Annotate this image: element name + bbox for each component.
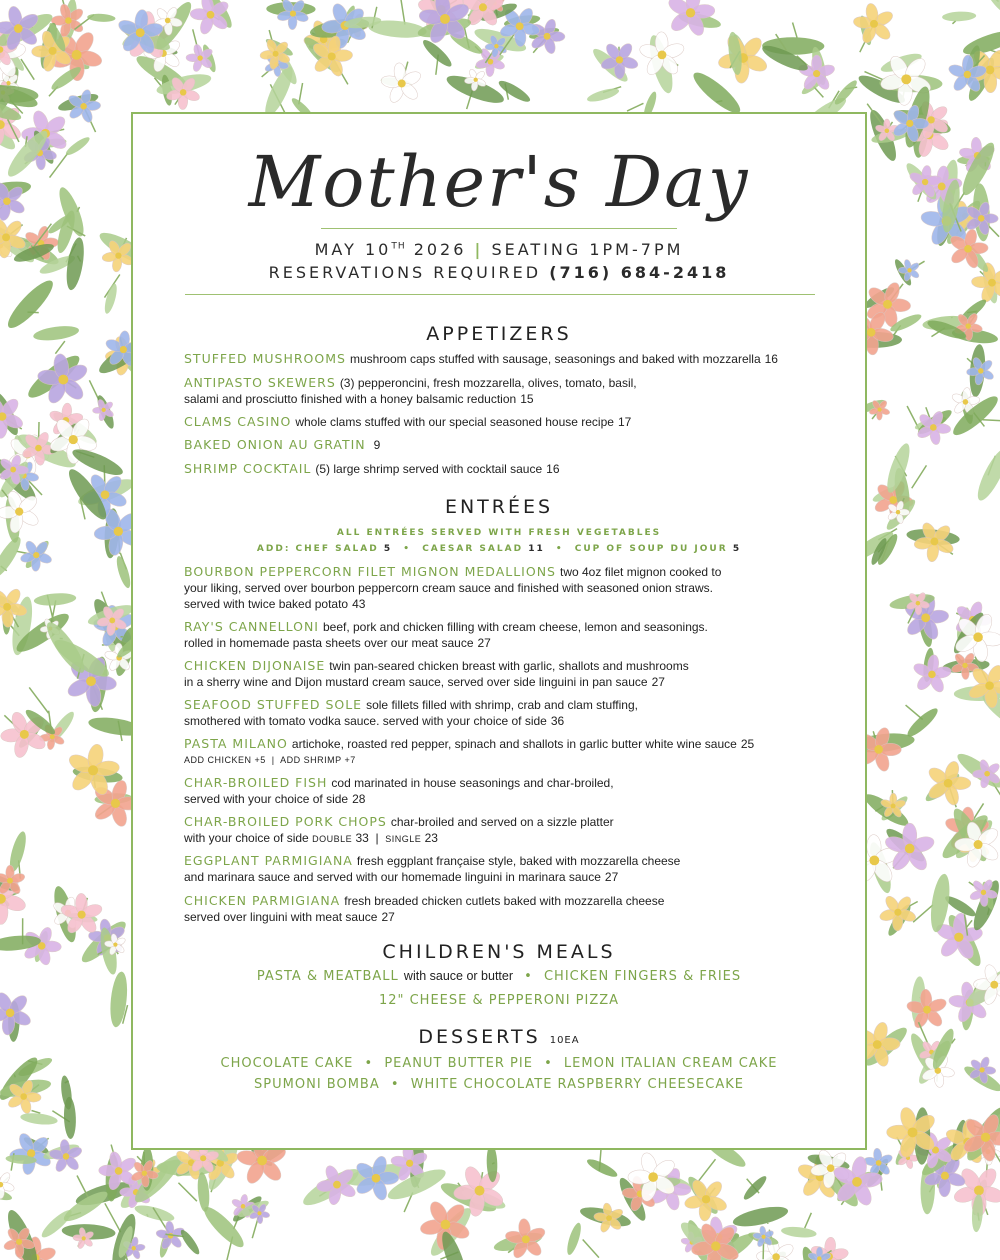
item-price: 27 [381,910,395,924]
dessert-item: LEMON ITALIAN CREAM CAKE [563,1056,778,1071]
item-description: char-broiled and served on a sizzle platter [390,815,614,829]
flower-center [72,50,82,60]
item-price: 28 [352,792,366,806]
item-description: fresh eggplant française style, baked with mozzarella cheese [356,854,681,868]
add-on-option: ADD SHRIMP +7 [280,755,356,765]
leaf [2,275,58,333]
flower-center [3,197,10,204]
flower-center [241,1204,246,1209]
separator-bar: | [474,240,484,259]
leaf [87,13,116,23]
kids-item-description: with sauce or butter [403,969,514,983]
menu-item [184,414,824,430]
stem [912,465,927,488]
section-title-desserts [133,1026,865,1048]
item-description-line3: served with twice baked potato [184,597,349,611]
portion-price: 33 [355,831,369,845]
flower-center [120,346,127,353]
flower-center [870,20,878,28]
flower-center [82,1236,86,1240]
portion-label: DOUBLE [312,834,353,844]
leaf [33,592,76,607]
flower-center [372,1174,381,1183]
item-description: sole fillets filled with shrimp, crab and clam stuffing, [366,698,638,712]
item-name: PASTA MILANO [184,736,288,751]
flower-center [905,844,915,854]
flower-center [15,507,23,515]
item-name: ANTIPASTO SKEWERS [184,375,336,390]
section-title-appetizers: APPETIZERS [426,323,572,345]
item-price: 9 [373,438,381,452]
menu-item: PASTA MILANO artichoke, roasted red pepper, spinach and shallots in garlic butter white wine sauce 25 ADD CHICKEN +5 | ADD SHRIMP +7 [184,736,755,765]
phone-number[interactable]: (716) 684-2418 [549,263,730,282]
leaf [972,445,1000,504]
flower-center [257,1211,261,1215]
add-on-option: ADD CHICKEN +5 [184,755,266,765]
flower-center [978,215,984,221]
flower-center [10,467,16,473]
flower-center [35,445,42,452]
section-title-entrees: ENTRÉES [444,496,554,518]
leaf [64,135,92,158]
item-description-line2: served over linguini with meat sauce [184,910,378,924]
children-row-1 [133,969,865,984]
menu-item: CHAR-BROILED PORK CHOPS char-broiled and served on a sizzle platter with your choice of side DOUBLE 33 | SINGLE 23 [184,814,614,845]
entrees-add-ons [133,544,865,554]
flower-center [80,103,87,110]
flower-center [885,129,890,134]
item-description: artichoke, roasted red pepper, spinach and shallots in garlic butter white wine sauce [291,737,737,751]
flower-center [197,55,202,60]
bullet-separator: • [544,1056,553,1071]
dessert-item: CHOCOLATE CAKE [220,1056,354,1071]
flower-center [33,552,39,558]
flower-center [2,233,10,241]
leaf [832,78,860,107]
stem [178,1183,196,1201]
stem [698,1159,716,1182]
reservation-line [133,263,865,282]
header-divider [185,294,815,295]
flower-center [883,300,892,309]
item-price: 16 [764,352,778,366]
item-description: two 4oz filet mignon cooked to [560,565,722,579]
flower-center [6,1009,15,1018]
item-description-line2: in a sherry wine and Dijon mustard cream sauce, served over side linguini in pan sauce [184,675,648,689]
flower-center [648,1172,658,1182]
leaf [564,1221,583,1256]
flower-center [136,28,145,37]
item-price: 25 [740,737,755,751]
flower-center [142,1170,147,1175]
flower-center [257,1156,267,1166]
stem [31,1111,40,1114]
portion-price: 23 [424,831,438,845]
item-description: mushroom caps stuffed with sausage, seasonings and baked with mozzarella [349,352,761,366]
flower-center [873,1040,882,1049]
flower-center [50,734,55,739]
flower-center [923,1006,931,1014]
item-name: CHICKEN DIJONAISE [184,658,326,673]
flower-center [686,8,695,17]
bullet-separator: • [524,969,533,984]
flower-center [63,1153,69,1159]
flower-center [494,44,498,48]
flower-center [406,1160,413,1167]
desserts-price-note: 10EA [549,1035,580,1046]
flower-center [813,70,820,77]
flower-center [944,779,953,788]
item-description-line2: served with your choice of side [184,792,349,806]
menu-item [184,853,824,885]
add-on-label: CUP OF SOUP DU JOUR [574,544,728,554]
bullet-separator: • [364,1056,374,1071]
kids-item: 12" CHEESE & PEPPERONI PIZZA [378,993,620,1008]
event-year: 2026 [413,240,467,259]
title-divider [321,228,677,229]
leaf [102,282,119,314]
flower-center [333,1181,341,1189]
stem [793,23,797,38]
leaf [585,1156,619,1180]
menu-card [131,112,867,1150]
flower-center [58,375,68,385]
flower-center [981,890,986,895]
flower-center [988,279,996,287]
item-description-line2: with your choice of side [184,831,309,845]
flower-center [984,771,990,777]
menu-item [184,564,824,612]
item-price: 17 [617,415,632,429]
flower-center [907,268,911,272]
flower-center [962,663,967,668]
flower-center [516,22,524,30]
flower-center [115,1167,123,1175]
flower-center [874,745,883,754]
flower-center [869,855,879,865]
desserts-row-2 [133,1077,865,1092]
flower-center [954,933,963,942]
flower-center [475,1186,485,1196]
menu-item [184,351,824,367]
flower-center [273,51,279,57]
item-description-line2: smothered with tomato vodka sauce. served with your choice of side [184,714,547,728]
kids-item: PASTA & MEATBALL [256,969,399,984]
menu-item [184,375,824,407]
flower-center [827,1164,835,1172]
stem [401,0,405,25]
flower-center [658,50,667,59]
menu-item [184,893,824,925]
flower-center [964,71,971,78]
flower-center [965,323,971,329]
item-description-line2: rolled in homemade pasta sheets over our meat sauce [184,636,474,650]
flower-center [702,1195,710,1203]
flower-center [132,1246,136,1250]
item-description: cod marinated in house seasonings and char-broiled, [331,776,614,790]
flower-center [711,1241,720,1250]
item-name: SHRIMP COCKTAIL [184,461,312,476]
leaf [108,971,129,1028]
desserts-row-1 [133,1056,865,1071]
flower-center [544,33,551,40]
flower-center [974,840,983,849]
item-price: 27 [651,675,665,689]
flower-center [20,730,29,739]
flower-center [974,1185,984,1195]
flower-center [908,1127,918,1137]
flower-center [109,618,115,624]
flower-center [878,408,882,412]
stem [583,1240,599,1258]
stem [805,1213,812,1228]
dessert-item: PEANUT BUTTER PIE [384,1056,533,1071]
flower-center [901,74,911,84]
item-price: 16 [546,462,560,476]
flower-center [928,671,935,678]
flower-center [65,17,72,24]
leaf [41,618,89,677]
add-on-price: 5 [383,544,393,554]
flower-center [290,11,296,17]
flower-center [78,911,86,919]
bullet-separator: • [403,544,412,554]
flower-center [479,3,487,11]
reservations-label: RESERVATIONS REQUIRED [268,263,542,282]
flower-center [180,89,187,96]
flower-center [200,1155,206,1161]
leaf [985,0,1000,18]
section-title-children: CHILDREN'S MEALS [382,941,616,963]
leaf [20,1111,58,1126]
item-name: BOURBON PEPPERCORN FILET MIGNON MEDALLIONS [184,564,556,579]
dessert-item: SPUMONI BOMBA [254,1077,380,1092]
item-description: beef, pork and chicken filling with cream cheese, lemon and seasonings. [322,620,708,634]
item-description-line2: your liking, served over bourbon peppercorn cream sauce and finished with seasoned onion straws. [184,581,713,595]
stem [913,905,933,922]
flower-center [981,1133,990,1142]
flower-center [922,179,928,185]
flower-center [49,47,57,55]
menu-item [184,697,824,729]
flower-center [606,1215,612,1221]
flower-center [111,799,120,808]
item-name: BAKED ONION AU GRATIN [184,437,366,452]
flower-center [207,11,215,19]
flower-center [14,24,23,33]
leaf [741,1174,769,1203]
flower-center [978,368,983,373]
flower-center [398,80,406,88]
menu-item [184,461,824,477]
flower-center [88,765,98,775]
flower-center [894,909,901,916]
menu-item [184,775,824,807]
flower-center [7,878,13,884]
event-date-seating [133,240,865,259]
flower-center [941,1172,949,1180]
item-description: twin pan-seared chicken breast with garlic, shallots and mushrooms [329,659,689,673]
item-price: 27 [477,636,491,650]
flower-center [165,18,171,24]
bullet-separator: • [390,1077,400,1092]
leaf [781,1225,818,1239]
flower-center [3,603,11,611]
stem [627,103,643,111]
item-name: STUFFED MUSHROOMS [184,351,346,366]
flower-center [522,1235,530,1243]
bullet-separator: • [555,544,564,554]
flower-center [889,496,897,504]
page-title: Mother's Day [248,141,750,223]
item-description-line2: salami and prosciutto finished with a honey balsamic reduction [184,392,517,406]
flower-center [891,804,896,809]
flower-center [896,510,900,514]
flower-center [990,981,998,989]
event-date: MAY 10 [314,240,392,259]
flower-center [102,408,106,412]
flower-center [440,14,450,24]
item-price: 15 [520,392,534,406]
add-on-price: 11 [528,544,545,554]
children-row-2 [133,993,865,1008]
leaf [178,1228,202,1257]
add-on-label: CAESAR SALAD [422,544,524,554]
flower-center [762,1235,766,1239]
leaf [586,86,621,104]
flower-center [69,435,78,444]
stem [55,341,64,354]
item-name: SEAFOOD STUFFED SOLE [184,697,363,712]
flower-center [474,78,478,82]
flower-center [931,538,939,546]
flower-center [441,1220,451,1230]
flower-center [101,490,110,499]
kids-item: CHICKEN FINGERS & FRIES [543,969,742,984]
item-name: CHICKEN PARMIGIANA [184,893,341,908]
flower-center [973,632,983,642]
flower-center [86,676,96,686]
item-name: EGGPLANT PARMIGIANA [184,853,353,868]
item-price: 36 [550,714,565,728]
item-description: (5) large shrimp served with cocktail sauce [315,462,543,476]
item-name: CHAR-BROILED PORK CHOPS [184,814,387,829]
flower-center [986,65,995,74]
flower-center [328,52,336,60]
item-name: CHAR-BROILED FISH [184,775,328,790]
portion-label: SINGLE [385,834,422,844]
leaf [731,1203,789,1230]
item-price: 27 [604,870,619,884]
item-description: whole clams stuffed with our special seasoned house recipe [295,415,614,429]
item-price: 43 [352,597,366,611]
item-name: RAY'S CANNELLONI [184,619,319,634]
menu-item [184,619,824,651]
flower-center [921,613,930,622]
flower-center [852,1177,862,1187]
flower-center [916,601,921,606]
flower-center [114,527,123,536]
desserts-title-text: DESSERTS [418,1026,541,1048]
menu-item [184,658,824,690]
item-name: CLAMS CASINO [184,414,292,429]
flower-center [876,1160,882,1166]
entrees-note: ALL ENTRÉES SERVED WITH FRESH VEGETABLES [336,528,662,538]
leaf [942,11,977,22]
flower-center [930,424,937,431]
flower-center [16,1239,22,1245]
flower-center [616,56,623,63]
menu-item [184,437,824,453]
date-suffix: TH [391,241,406,252]
flower-center [964,245,972,253]
seating-hours: SEATING 1PM-7PM [491,240,684,259]
add-on-label: ADD: CHEF SALAD [256,544,379,554]
leaf [904,705,941,740]
flower-center [906,120,913,127]
flower-center [115,253,121,259]
leaf [32,324,79,343]
stem [982,420,1000,421]
add-on-price: 5 [732,544,742,554]
flower-center [963,399,969,405]
item-description: fresh breaded chicken cutlets baked with mozzarella cheese [344,894,665,908]
flower-center [979,1067,984,1072]
item-description: (3) pepperoncini, fresh mozzarella, olives, tomato, basil, [339,376,637,390]
item-description-line2: and marinara sauce and served with our homemade linguini in marinara sauce [184,870,601,884]
stem [952,21,955,24]
flower-center [985,681,994,690]
dessert-item: WHITE CHOCOLATE RASPBERRY CHEESECAKE [410,1077,744,1092]
flower-center [20,1093,27,1100]
stem [29,687,48,713]
flower-center [113,942,117,946]
flower-center [867,328,876,337]
